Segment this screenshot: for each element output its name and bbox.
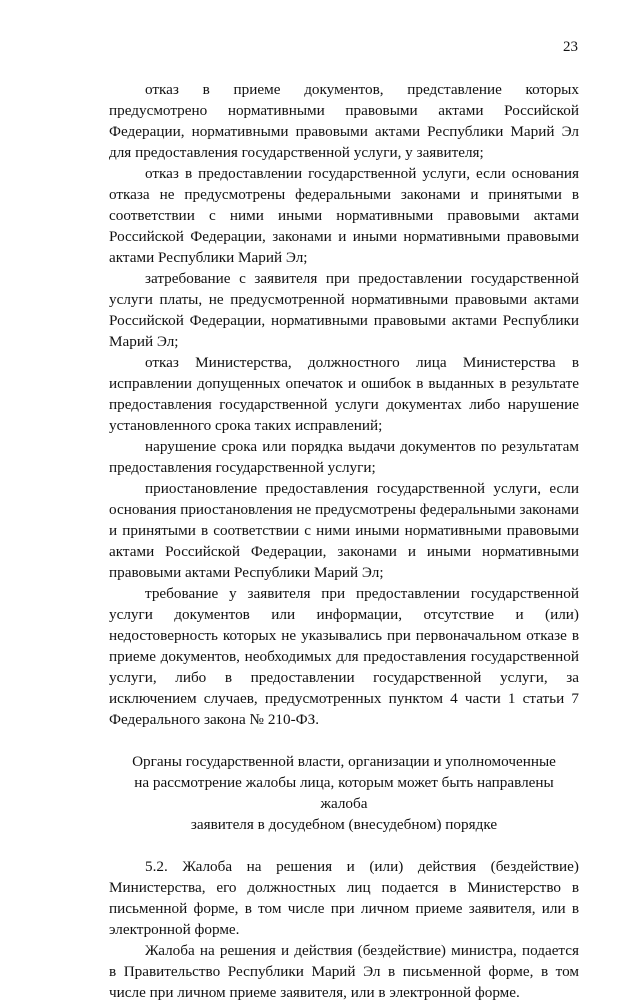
page-number: 23 (563, 39, 578, 55)
paragraph: отказ в приеме документов, представление которых предусмотрено нормативными правовыми актами Российской Федерации, нормативными правовыми актами Республики Марий Эл для предоставления государственной услуги, у заявителя; (109, 81, 579, 161)
paragraph: 5.2. Жалоба на решения и (или) действия (бездействие) Министерства, его должностных лиц подается в Министерство в письменной форме, в том числе при личном приеме заявителя, или в электронной форме. (109, 858, 579, 938)
paragraph: Жалоба на решения и действия (бездействие) министра, подается в Правительство Республики Марий Эл в письменной форме, в том числе при личном приеме заявителя, или в электронной форме. (109, 942, 579, 1001)
paragraph: требование у заявителя при предоставлении государственной услуги документов или информации, отсутствие и (или) недостоверность которых не указывались при первоначальном отказе в приеме документов, необходимых для предоставления государственной услуги, либо в предоставлении государственной услуги, за исключением случаев, предусмотренных пунктом 4 части 1 статьи 7 Федерального закона № 210-ФЗ. (109, 585, 579, 728)
paragraph: отказ Министерства, должностного лица Министерства в исправлении допущенных опечаток и ошибок в выданных в результате предоставления государственной услуги документах либо нарушение установленного срока таких исправлений; (109, 354, 579, 434)
section-heading (109, 751, 579, 835)
paragraph: приостановление предоставления государственной услуги, если основания приостановления не предусмотрены федеральными законами и принятыми в соответствии с ними иными нормативными правовыми актами Российской Федерации, законами и иными нормативными правовыми актами Республики Марий Эл; (109, 480, 579, 581)
paragraph: затребование с заявителя при предоставлении государственной услуги платы, не предусмотренной нормативными правовыми актами Российской Федерации, нормативными правовыми актами Республики Марий Эл; (109, 270, 579, 350)
heading-line: Органы государственной власти, организации и уполномоченные (132, 753, 556, 770)
paragraph: нарушение срока или порядка выдачи документов по результатам предоставления государственной услуги; (109, 438, 579, 476)
document-body (109, 79, 579, 1003)
paragraph: отказ в предоставлении государственной услуги, если основания отказа не предусмотрены федеральными законами и принятыми в соответствии с ними иными нормативными правовыми актами Российской Федерации, законами и иными нормативными правовыми актами Республики Марий Эл; (109, 165, 579, 266)
heading-line: заявителя в досудебном (внесудебном) порядке (190, 816, 498, 833)
heading-line: на рассмотрение жалобы лица, которым может быть направлены жалоба (134, 774, 554, 812)
